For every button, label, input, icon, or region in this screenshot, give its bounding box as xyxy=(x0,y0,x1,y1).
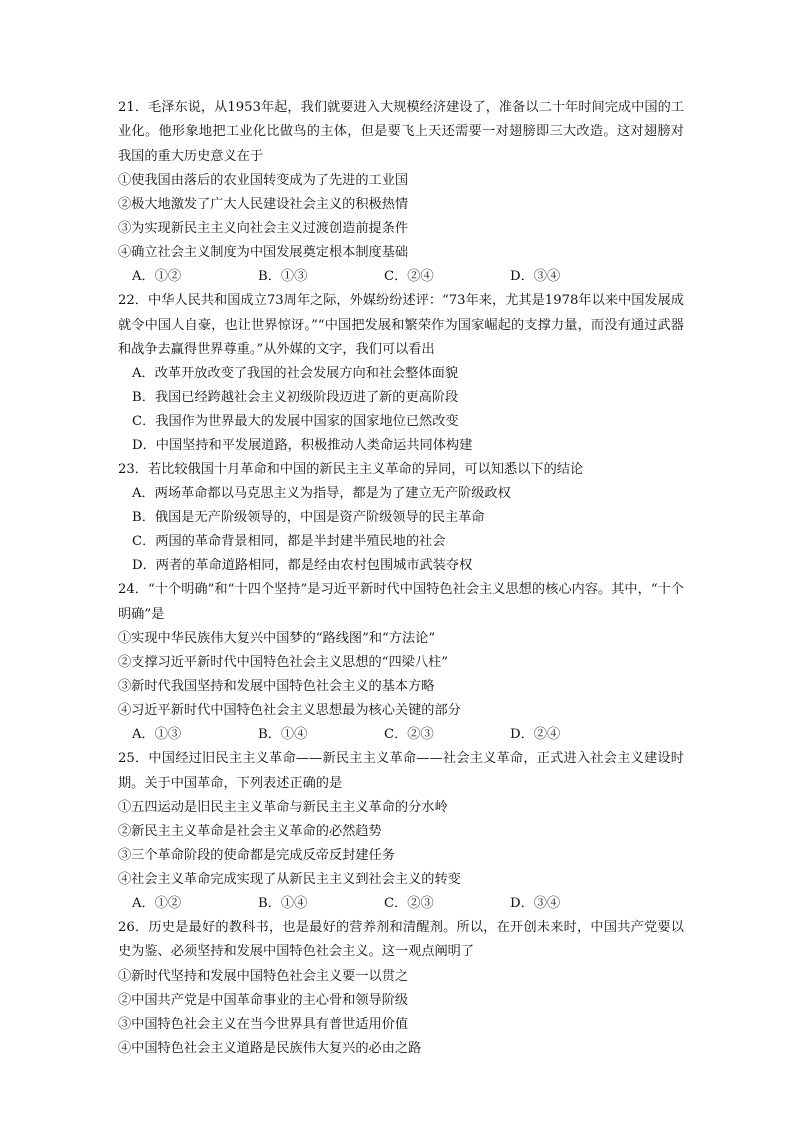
statement-item: ②支撑习近平新时代中国特色社会主义思想的“四梁八柱” xyxy=(118,655,448,671)
question-stem: 22．中华人民共和国成立73周年之际，外媒纷纷述评：“73年来，尤其是1978年以来中国发展成就令中国人自豪，也让世界惊讶。”“中国把发展和繁荣作为国家崛起的支撑力量，而没有通过武器和战争去赢得世界尊重。”从外媒的文字，我们可以看出 xyxy=(118,293,684,358)
statement-item: ③中国特色社会主义在当今世界具有普世适用价值 xyxy=(118,1016,409,1032)
answer-choices xyxy=(118,723,684,747)
statement-item: ④中国特色社会主义道路是民族伟大复兴的必由之路 xyxy=(118,1040,422,1056)
statement-item: ④确立社会主义制度为中国发展奠定根本制度基础 xyxy=(118,245,409,261)
statement-item: ②极大地激发了广大人民建设社会主义的积极热情 xyxy=(118,197,409,213)
option-b: B．俄国是无产阶级领导的，中国是资产阶级领导的民主革命 xyxy=(132,510,485,526)
choice-b: B．①③ xyxy=(258,269,308,285)
choice-d: D．②④ xyxy=(510,727,561,743)
statement-item: ①实现中华民族伟大复兴中国梦的“路线图”和“方法论” xyxy=(118,631,436,647)
statement-item: ①五四运动是旧民主主义革命与新民主主义革命的分水岭 xyxy=(118,800,448,816)
question-stem: 25．中国经过旧民主主义革命——新民主主义革命——社会主义革命，正式进入社会主义建设时期。关于中国革命，下列表述正确的是 xyxy=(118,751,684,791)
question-stem: 21．毛泽东说，从1953年起，我们就要进入大规模经济建设了，准备以二十年时间完成中国的工业化。他形象地把工业化比做鸟的主体，但是要飞上天还需要一对翅膀即三大改造。这对翅膀对我国的重大历史意义在于 xyxy=(118,100,684,164)
question-22 xyxy=(118,289,684,458)
statement-item: ③为实现新民主主义向社会主义过渡创造前提条件 xyxy=(118,221,409,237)
choice-a: A．①② xyxy=(132,269,182,285)
choice-d: D．③④ xyxy=(510,269,561,285)
option-c: C．我国作为世界最大的发展中国家的国家地位已然改变 xyxy=(132,414,459,430)
statement-item: ③三个革命阶段的使命都是完成反帝反封建任务 xyxy=(118,848,395,864)
statement-item: ①使我国由落后的农业国转变成为了先进的工业国 xyxy=(118,173,409,189)
statement-item: ④社会主义革命完成实现了从新民主主义到社会主义的转变 xyxy=(118,872,461,888)
choice-d: D．③④ xyxy=(510,896,561,912)
question-23 xyxy=(118,458,684,578)
question-stem: 23．若比较俄国十月革命和中国的新民主主义革命的异同，可以知悉以下的结论 xyxy=(118,462,584,478)
option-d: D．两者的革命道路相同，都是经由农村包围城市武装夺权 xyxy=(132,558,473,574)
answer-choices xyxy=(118,892,684,916)
choice-c: C．②③ xyxy=(384,896,434,912)
question-25 xyxy=(118,747,684,916)
statement-item: ③新时代我国坚持和发展中国特色社会主义的基本方略 xyxy=(118,679,435,695)
option-a: A．两场革命都以马克思主义为指导，都是为了建立无产阶级政权 xyxy=(132,486,511,502)
choice-b: B．①④ xyxy=(258,727,308,743)
option-a: A．改革开放改变了我国的社会发展方向和社会整体面貌 xyxy=(132,366,459,382)
statement-item: ④习近平新时代中国特色社会主义思想最为核心关键的部分 xyxy=(118,703,461,719)
choice-b: B．①④ xyxy=(258,896,308,912)
option-d: D．中国坚持和平发展道路，积极推动人类命运共同体构建 xyxy=(132,438,473,454)
exam-page xyxy=(118,96,684,1061)
answer-choices xyxy=(118,265,684,289)
choice-a: A．①② xyxy=(132,896,182,912)
statement-item: ②新民主主义革命是社会主义革命的必然趋势 xyxy=(118,824,382,840)
question-stem: 24．“十个明确”和“十四个坚持”是习近平新时代中国特色社会主义思想的核心内容。其中，“十个明确”是 xyxy=(118,582,684,622)
question-21 xyxy=(118,96,684,289)
choice-c: C．②③ xyxy=(384,727,434,743)
question-26 xyxy=(118,916,684,1061)
choice-c: C．②④ xyxy=(384,269,434,285)
question-stem: 26．历史是最好的教科书，也是最好的营养剂和清醒剂。所以，在开创未来时，中国共产党要以史为鉴、必须坚持和发展中国特色社会主义。这一观点阐明了 xyxy=(118,920,684,960)
statement-item: ②中国共产党是中国革命事业的主心骨和领导阶级 xyxy=(118,992,409,1008)
choice-a: A．①③ xyxy=(132,727,182,743)
option-c: C．两国的革命背景相同，都是半封建半殖民地的社会 xyxy=(132,534,446,550)
statement-item: ①新时代坚持和发展中国特色社会主义要一以贯之 xyxy=(118,968,409,984)
question-24 xyxy=(118,578,684,747)
option-b: B．我国已经跨越社会主义初级阶段迈进了新的更高阶段 xyxy=(132,390,459,406)
